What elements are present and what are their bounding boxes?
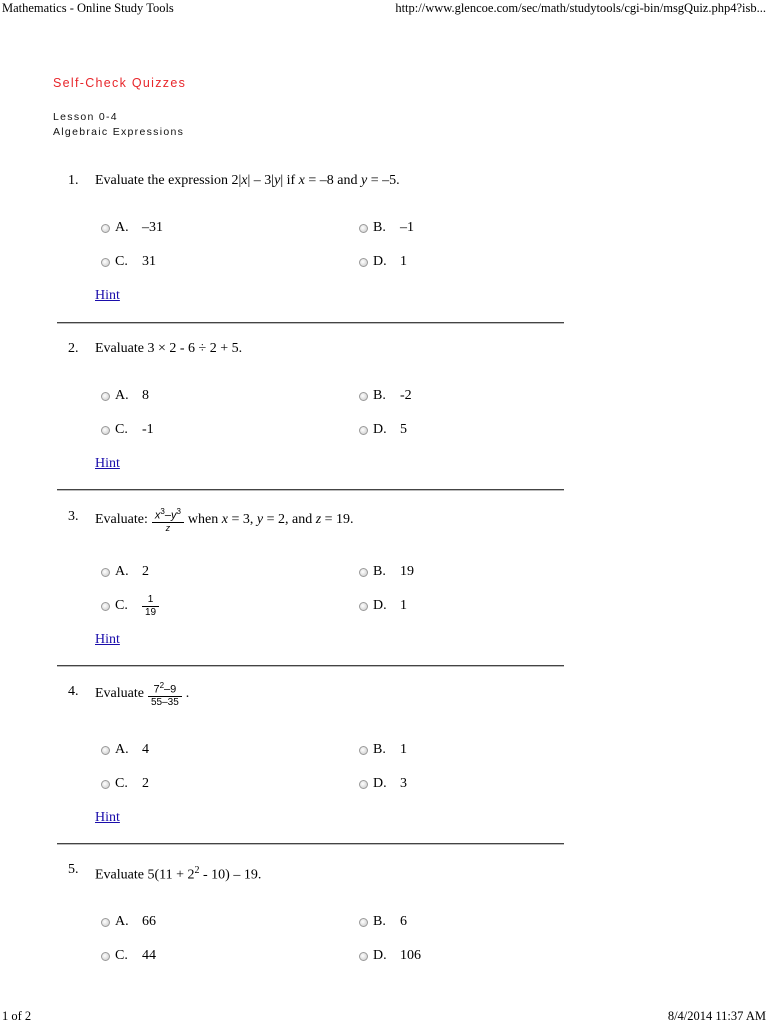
option-value: 3: [400, 776, 407, 791]
radio-button[interactable]: [359, 602, 368, 611]
radio-button[interactable]: [101, 952, 110, 961]
radio-button[interactable]: [359, 426, 368, 435]
lesson-topic: Algebraic Expressions: [53, 126, 185, 138]
option-value: -2: [400, 388, 412, 403]
question-number: 2.: [68, 341, 79, 356]
radio-button[interactable]: [101, 258, 110, 267]
radio-button[interactable]: [101, 568, 110, 577]
radio-button[interactable]: [359, 780, 368, 789]
option-d[interactable]: [359, 422, 407, 438]
option-letter: A.: [115, 914, 129, 929]
option-d[interactable]: [359, 776, 407, 792]
radio-button[interactable]: [359, 258, 368, 267]
option-value: 2: [142, 564, 149, 579]
option-value: 8: [142, 388, 149, 403]
option-value: 1: [400, 254, 407, 269]
page-url: http://www.glencoe.com/sec/math/studytools/cgi-bin/msgQuiz.php4?isb...: [395, 1, 766, 15]
hint-link[interactable]: Hint: [95, 632, 120, 647]
option-letter: A.: [115, 742, 129, 757]
radio-button[interactable]: [359, 746, 368, 755]
option-c[interactable]: [101, 422, 154, 438]
option-c[interactable]: [101, 776, 149, 792]
option-letter: B.: [373, 564, 386, 579]
option-letter: D.: [373, 598, 387, 613]
hint-link[interactable]: Hint: [95, 456, 120, 471]
option-value: 4: [142, 742, 149, 757]
option-c[interactable]: [101, 254, 156, 270]
option-letter: D.: [373, 422, 387, 437]
divider: [57, 322, 564, 324]
option-value: 5: [400, 422, 407, 437]
option-a[interactable]: [101, 564, 149, 580]
radio-button[interactable]: [101, 426, 110, 435]
question-prompt: Evaluate: $\frac{x^3-y^3}{z}$ when x = 3, y = 2, and z = 19.: [95, 507, 354, 533]
radio-button[interactable]: [101, 602, 110, 611]
radio-button[interactable]: [359, 224, 368, 233]
option-value: 1: [400, 598, 407, 613]
option-value: 6: [400, 914, 407, 929]
option-b[interactable]: [359, 388, 412, 404]
option-value: 106: [400, 948, 421, 963]
question-prompt: Evaluate $\frac{7^2-9}{55-35}$ .: [95, 681, 190, 708]
divider: [57, 665, 564, 667]
option-c[interactable]: [101, 948, 156, 964]
expression-fraction: $\frac{x^3-y^3}{z}$: [152, 506, 184, 534]
option-letter: B.: [373, 914, 386, 929]
quiz-title: Self-Check Quizzes: [53, 76, 187, 90]
option-letter: B.: [373, 388, 386, 403]
radio-button[interactable]: [101, 918, 110, 927]
option-a[interactable]: [101, 388, 149, 404]
question-number: 3.: [68, 509, 79, 524]
option-c[interactable]: [101, 594, 159, 618]
option-letter: D.: [373, 948, 387, 963]
question-prompt: Evaluate the expression 2|x| – 3|y| if x = –8 and y = –5.: [95, 173, 400, 188]
divider: [57, 489, 564, 491]
option-value: –1: [400, 220, 414, 235]
page-number: 1 of 2: [2, 1009, 32, 1023]
option-b[interactable]: [359, 220, 414, 236]
radio-button[interactable]: [359, 952, 368, 961]
radio-button[interactable]: [101, 746, 110, 755]
option-b[interactable]: [359, 742, 407, 758]
option-a[interactable]: [101, 220, 163, 236]
option-value: $\frac{1}{19}$: [142, 594, 159, 618]
question-number: 1.: [68, 173, 79, 188]
radio-button[interactable]: [359, 392, 368, 401]
question-prompt: Evaluate 3 × 2 - 6 ÷ 2 + 5.: [95, 341, 243, 356]
radio-button[interactable]: [101, 392, 110, 401]
print-datetime: 8/4/2014 11:37 AM: [667, 1009, 766, 1023]
option-value: 2: [142, 776, 149, 791]
option-d[interactable]: [359, 598, 407, 614]
option-value: –31: [142, 220, 163, 235]
radio-button[interactable]: [101, 780, 110, 789]
option-value: 44: [142, 948, 156, 963]
hint-link[interactable]: Hint: [95, 810, 120, 825]
option-value: 66: [142, 914, 156, 929]
option-value: -1: [142, 422, 154, 437]
radio-button[interactable]: [101, 224, 110, 233]
question-number: 4.: [68, 684, 79, 699]
option-letter: D.: [373, 776, 387, 791]
option-letter: C.: [115, 776, 128, 791]
option-a[interactable]: [101, 742, 149, 758]
option-letter: C.: [115, 422, 128, 437]
option-d[interactable]: [359, 254, 407, 270]
hint-link[interactable]: Hint: [95, 288, 120, 303]
option-letter: C.: [115, 598, 128, 613]
option-letter: B.: [373, 742, 386, 757]
option-value: 1: [400, 742, 407, 757]
divider: [57, 843, 564, 845]
radio-button[interactable]: [359, 918, 368, 927]
option-letter: B.: [373, 220, 386, 235]
question-number: 5.: [68, 862, 79, 877]
option-letter: D.: [373, 254, 387, 269]
option-a[interactable]: [101, 914, 156, 930]
option-letter: C.: [115, 254, 128, 269]
option-value: 31: [142, 254, 156, 269]
page-title: Mathematics - Online Study Tools: [2, 1, 174, 15]
option-value: 19: [400, 564, 414, 579]
option-b[interactable]: [359, 914, 407, 930]
option-letter: A.: [115, 388, 129, 403]
lesson-number: Lesson 0-4: [53, 111, 118, 123]
radio-button[interactable]: [359, 568, 368, 577]
option-letter: A.: [115, 220, 129, 235]
expression-fraction: $\frac{7^2-9}{55-35}$: [148, 680, 182, 708]
question-prompt: Evaluate $5(11 + 2^2 - 10) - 19$.: [95, 865, 262, 883]
option-b[interactable]: [359, 564, 414, 580]
option-d[interactable]: [359, 948, 421, 964]
option-letter: A.: [115, 564, 129, 579]
option-letter: C.: [115, 948, 128, 963]
